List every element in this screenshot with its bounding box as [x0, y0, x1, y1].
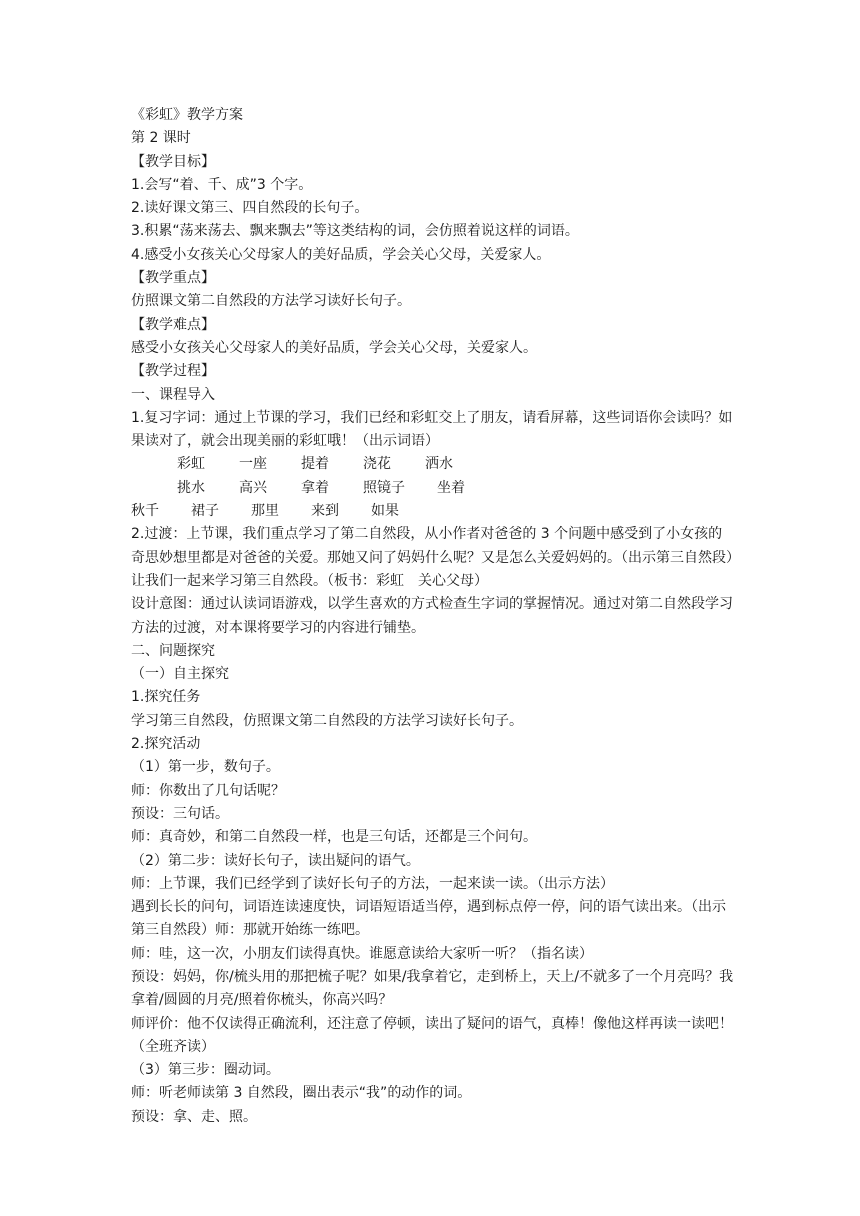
word: 裙子 — [191, 503, 219, 520]
section-heading: 二、问题探究 — [131, 642, 215, 659]
word: 浇花 — [363, 456, 391, 473]
word-row — [131, 500, 735, 523]
lesson-label: 第 2 课时 — [131, 130, 191, 147]
task-text: 学习第三自然段，仿照课文第二自然段的方法学习读好长句子。 — [131, 712, 523, 729]
teacher-line: 师：你数出了几句话呢？ — [131, 782, 285, 799]
section-heading: 一、课程导入 — [131, 386, 215, 403]
key-text: 仿照课文第二自然段的方法学习读好长句子。 — [131, 293, 411, 310]
goals-heading: 【教学目标】 — [131, 153, 215, 170]
preset-line: 预设：三句话。 — [131, 805, 229, 822]
process-heading: 【教学过程】 — [131, 363, 215, 380]
document-body — [131, 104, 735, 1129]
word: 秋千 — [131, 503, 159, 520]
word-row — [131, 477, 735, 500]
difficulty-heading: 【教学难点】 — [131, 316, 215, 333]
evaluation-paragraph: 师评价：他不仅读得正确流利，还注意了停顿，读出了疑问的语气，真棒！像他这样再读一读吧！（全班齐读） — [131, 1015, 733, 1055]
word-row — [131, 453, 735, 476]
step-heading: （3）第三步：圈动词。 — [131, 1062, 280, 1079]
step-heading: （1）第一步，数句子。 — [131, 759, 280, 776]
word: 坐着 — [437, 479, 465, 496]
teacher-line: 师：真奇妙，和第二自然段一样，也是三句话，还都是三个问句。 — [131, 829, 537, 846]
subsection-heading: （一）自主探究 — [131, 666, 229, 683]
review-paragraph: 1.复习字词：通过上节课的学习，我们已经和彩虹交上了朋友，请看屏幕，这些词语你会读吗？如果读对了，就会出现美丽的彩虹哦！（出示词语） — [131, 409, 733, 450]
word: 提着 — [301, 456, 329, 473]
teacher-line: 师：哇，这一次，小朋友们读得真快。谁愿意读给大家听一听？（指名读） — [131, 945, 593, 962]
word: 照镜子 — [363, 479, 405, 496]
preset-line: 预设：拿、走、照。 — [131, 1108, 257, 1125]
word: 如果 — [371, 503, 399, 520]
word: 来到 — [311, 503, 339, 520]
key-heading: 【教学重点】 — [131, 270, 215, 287]
transition-paragraph: 2.过渡：上节课，我们重点学习了第二自然段，从小作者对爸爸的 3 个问题中感受到了小女孩的奇思妙想里都是对爸爸的关爱。那她又问了妈妈什么呢？又是怎么关爱妈妈的。（出示第三自然段）让我们一起来学习第三自然段。（板书：彩虹 关心父母） — [131, 526, 733, 589]
goal-item: 1.会写“着、千、成”3 个字。 — [131, 176, 313, 193]
goal-item: 4.感受小女孩关心父母家人的美好品质，学会关心父母，关爱家人。 — [131, 246, 551, 263]
teacher-line: 师：听老师读第 3 自然段，圈出表示“我”的动作的词。 — [131, 1085, 472, 1102]
word: 洒水 — [425, 456, 453, 473]
word: 一座 — [239, 456, 267, 473]
design-paragraph: 设计意图：通过认读词语游戏，以学生喜欢的方式检查生字词的掌握情况。通过对第二自然段学习方法的过渡，对本课将要学习的内容进行铺垫。 — [131, 596, 733, 636]
goal-item: 2.读好课文第三、四自然段的长句子。 — [131, 200, 369, 217]
task-heading: 1.探究任务 — [131, 689, 201, 706]
method-paragraph: 遇到长长的问句，词语连读速度快，词语短语适当停，遇到标点停一停，问的语气读出来。（出示第三自然段）师：那就开始练一练吧。 — [131, 899, 726, 939]
teacher-line: 师：上节课，我们已经学到了读好长句子的方法，一起来读一读。（出示方法） — [131, 875, 614, 892]
preset-line: 预设：妈妈，你/梳头用的那把梳子呢？如果/我拿着它，走到桥上，天上/不就多了一个月亮吗？我拿着/圆圆的月亮/照着你梳头，你高兴吗？ — [131, 968, 734, 1009]
word: 高兴 — [239, 479, 267, 496]
word: 彩虹 — [177, 456, 205, 473]
activity-heading: 2.探究活动 — [131, 736, 201, 753]
word: 拿着 — [301, 479, 329, 496]
step-heading: （2）第二步：读好长句子，读出疑问的语气。 — [131, 852, 420, 869]
difficulty-text: 感受小女孩关心父母家人的美好品质，学会关心父母，关爱家人。 — [131, 339, 537, 356]
doc-title: 《彩虹》教学方案 — [131, 107, 243, 123]
goal-item: 3.积累“荡来荡去、飘来飘去”等这类结构的词，会仿照着说这样的词语。 — [131, 223, 579, 240]
word: 那里 — [251, 503, 279, 520]
word: 挑水 — [177, 479, 205, 496]
